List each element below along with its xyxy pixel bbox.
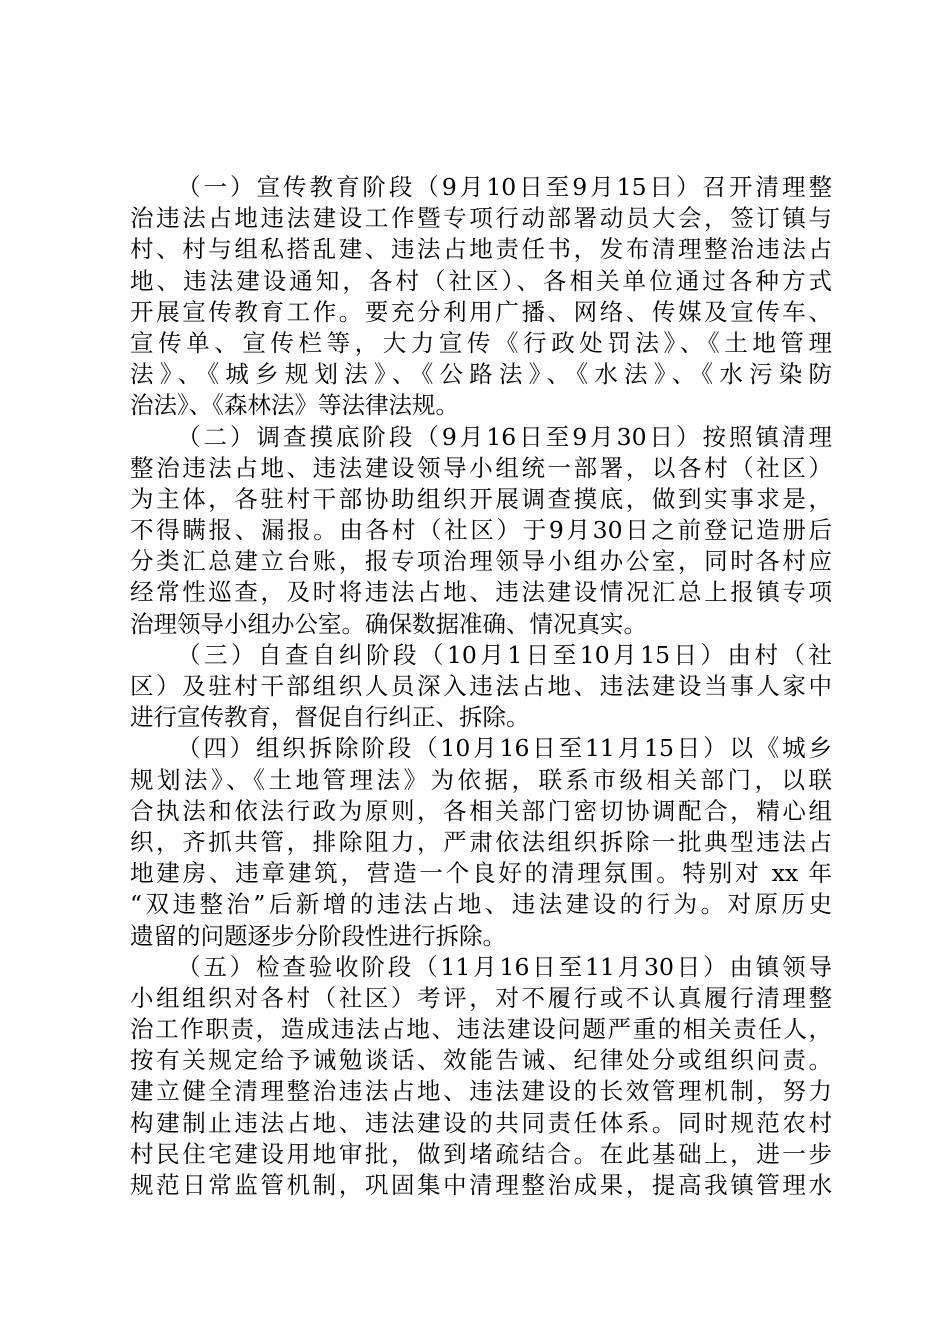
text-line: 治违法占地违法建设工作暨专项行动部署动员大会，签订镇与: [130, 204, 832, 233]
text-line: 开展宣传教育工作。要充分利用广播、网络、传媒及宣传车、: [130, 297, 832, 326]
paragraph-first-line: （三）自查自纠阶段（10月1日至10月15日）由村（社: [177, 640, 832, 669]
text-line: 经常性巡查，及时将违法占地、违法建设情况汇总上报镇专项: [130, 578, 832, 607]
text-line: 区）及驻村干部组织人员深入违法占地、违法建设当事人家中: [130, 672, 832, 700]
text-line: 构建制止违法占地、违法建设的共同责任体系。同时规范农村: [130, 1108, 832, 1137]
text-line: 分类汇总建立台账，报专项治理领导小组办公室，同时各村应: [130, 547, 832, 576]
text-line: 小组组织对各村（社区）考评，对不履行或不认真履行清理整: [130, 983, 832, 1012]
text-line: 地、违法建设通知，各村（社区）、各相关单位通过各种方式: [130, 266, 832, 295]
text-line: 规范日常监管机制，巩固集中清理整治成果，提高我镇管理水: [130, 1171, 832, 1199]
text-line: 建立健全清理整治违法占地、违法建设的长效管理机制，努力: [130, 1077, 832, 1106]
paragraph-first-line: （二）调查摸底阶段（9月16日至9月30日）按照镇清理: [177, 422, 832, 451]
text-line: 遗留的问题逐步分阶段性进行拆除。: [130, 921, 506, 950]
text-line: 治工作职责，造成违法占地、违法建设问题严重的相关责任人，: [130, 1015, 832, 1044]
text-line: 宣传单、宣传栏等，大力宣传《行政处罚法》、《土地管理: [130, 328, 832, 357]
text-line: 按有关规定给予诫勉谈话、效能告诫、纪律处分或组织问责。: [130, 1046, 832, 1075]
text-line: 进行宣传教育，督促自行纠正、拆除。: [130, 703, 530, 732]
text-line: 为主体，各驻村干部协助组织开展调查摸底，做到实事求是，: [130, 484, 832, 513]
text-line: 治法》、《森林法》等法律法规。: [130, 391, 459, 420]
text-line: 村民住宅建设用地审批，做到堵疏结合。在此基础上，进一步: [130, 1139, 832, 1168]
text-line: 治理领导小组办公室。确保数据准确、情况真实。: [130, 609, 647, 638]
text-line: 村、村与组私搭乱建、违法占地责任书，发布清理整治违法占: [130, 235, 832, 264]
text-line: 法》、《城乡规划法》、《公路法》、《水法》、《水污染防: [130, 360, 832, 389]
text-line: 整治违法占地、违法建设领导小组统一部署，以各村（社区）: [130, 453, 832, 482]
text-line: 织，齐抓共管，排除阻力，严肃依法组织拆除一批典型违法占: [130, 827, 832, 856]
text-line: 不得瞒报、漏报。由各村（社区）于9月30日之前登记造册后: [130, 516, 832, 545]
text-line: 地建房、违章建筑，营造一个良好的清理氛围。特别对 xx 年: [130, 859, 832, 888]
document-body: [130, 172, 832, 1201]
text-line: 合执法和依法行政为原则，各相关部门密切协调配合，精心组: [130, 796, 832, 825]
text-line: 规划法》、《土地管理法》为依据，联系市级相关部门，以联: [130, 765, 832, 794]
text-line: “双违整治”后新增的违法占地、违法建设的行为。对原历史: [130, 890, 832, 919]
paragraph-first-line: （一）宣传教育阶段（9月10日至9月15日）召开清理整: [177, 173, 832, 201]
paragraph-first-line: （四）组织拆除阶段（10月16日至11月15日）以《城乡: [177, 734, 832, 763]
paragraph-first-line: （五）检查验收阶段（11月16日至11月30日）由镇领导: [177, 952, 832, 981]
